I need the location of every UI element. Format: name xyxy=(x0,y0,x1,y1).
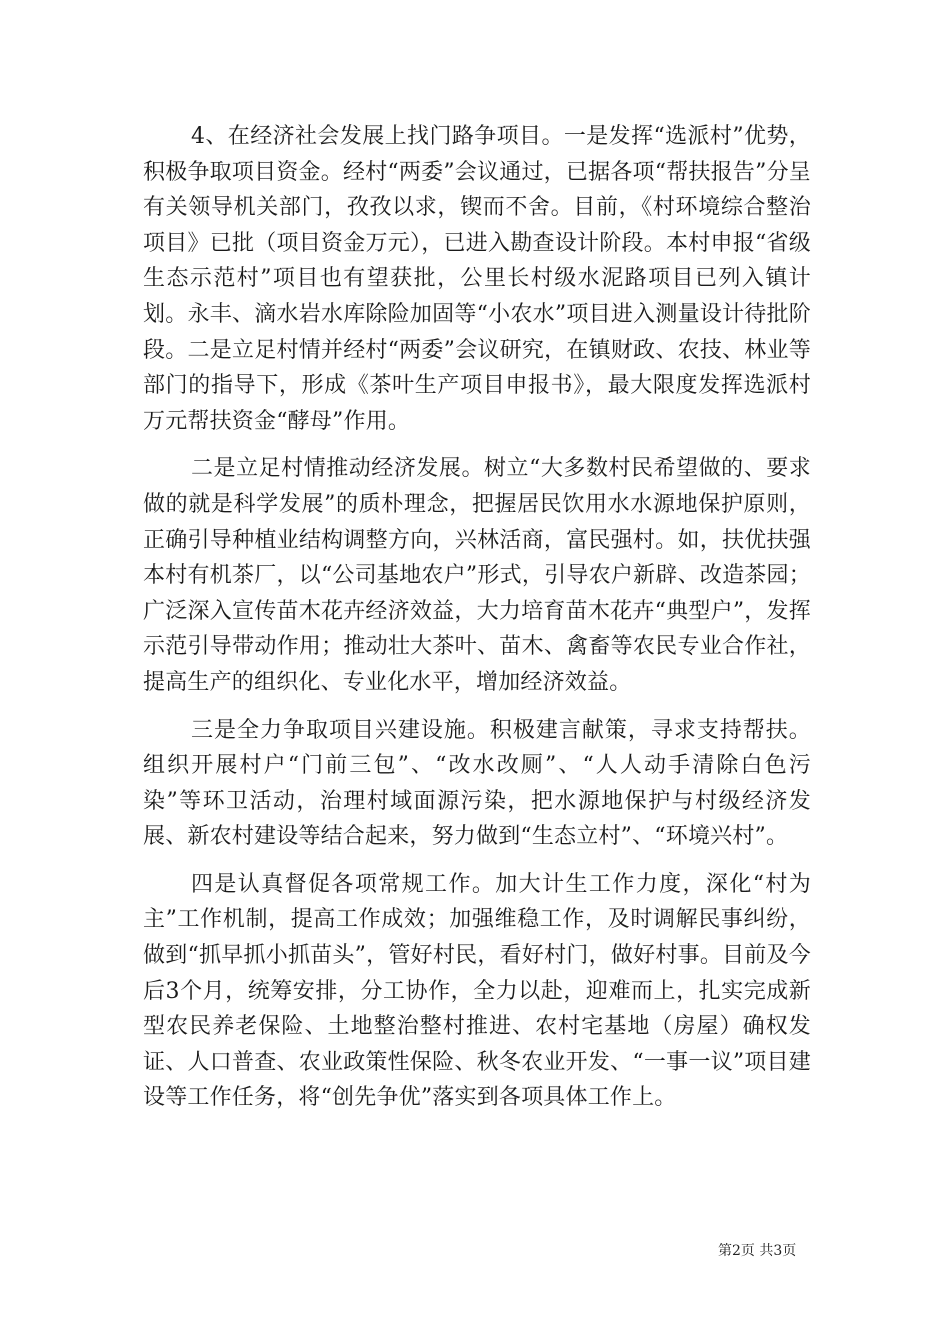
document-body xyxy=(143,119,811,1128)
paragraph-2: 二是立足村情推动经济发展。树立“大多数村民希望做的、要求做的就是科学发展”的质朴理念，把握居民饮用水水源地保护原则，正确引导种植业结构调整方向，兴林活商，富民强村。如，扶优扶强本村有机茶厂，以“公司基地农户”形式，引导农户新辟、改造茶园；广泛深入宣传苗木花卉经济效益，大力培育苗木花卉“典型户”，发挥示范引导带动作用；推动壮大茶叶、苗木、禽畜等农民专业合作社，提高生产的组织化、专业化水平，增加经济效益。 xyxy=(143,456,811,695)
paragraph-4: 四是认真督促各项常规工作。加大计生工作力度，深化“村为主”工作机制，提高工作成效；加强维稳工作，及时调解民事纠纷，做到“抓早抓小抓苗头”，管好村民，看好村门，做好村事。目前及今后3个月，统筹安排，分工协作，全力以赴，迎难而上，扎实完成新型农民养老保险、土地整治整村推进、农村宅基地（房屋）确权发证、人口普查、农业政策性保险、秋冬农业开发、“一事一议”项目建设等工作任务，将“创先争优”落实到各项具体工作上。 xyxy=(143,871,811,1111)
page-number: 第2页 共3页 xyxy=(718,1243,797,1259)
paragraph-1: 4、在经济社会发展上找门路争项目。一是发挥“选派村”优势，积极争取项目资金。经村“两委”会议通过，已据各项“帮扶报告”分呈有关领导机关部门，孜孜以求，锲而不舍。目前，《村环境综合整治项目》已批（项目资金万元），已进入勘查设计阶段。本村申报“省级生态示范村”项目也有望获批，公里长村级水泥路项目已列入镇计划。永丰、滴水岩水库除险加固等“小农水”项目进入测量设计待批阶段。二是立足村情并经村“两委”会议研究，在镇财政、农技、林业等部门的指导下，形成《茶叶生产项目申报书》，最大限度发挥选派村万元帮扶资金“酵母”作用。 xyxy=(143,124,811,434)
paragraph-3: 三是全力争取项目兴建设施。积极建言献策，寻求支持帮扶。组织开展村户“门前三包”、“改水改厕”、“人人动手清除白色污染”等环卫活动，治理村域面源污染，把水源地保护与村级经济发展、新农村建设等结合起来，努力做到“生态立村”、“环境兴村”。 xyxy=(143,717,811,850)
